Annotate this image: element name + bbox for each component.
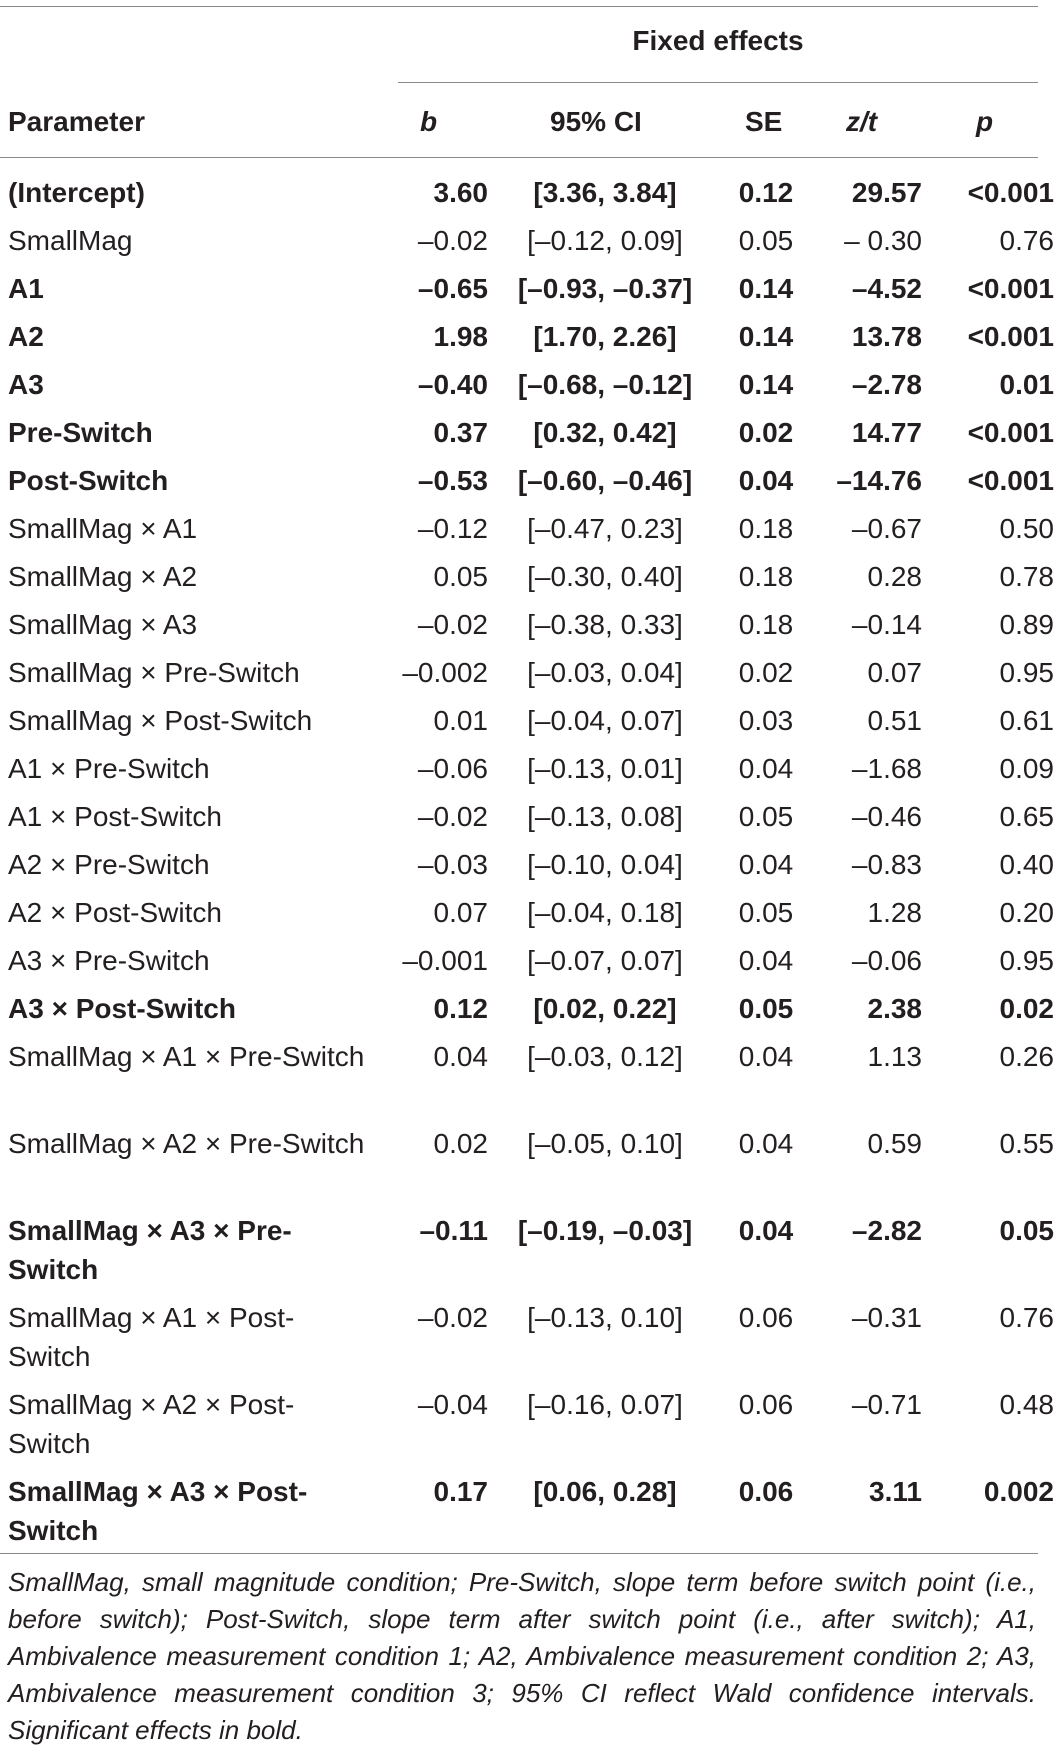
column-header-zt: z/t	[846, 106, 878, 137]
cell-zt: –14.76	[836, 465, 922, 496]
cell-parameter: SmallMag	[8, 225, 133, 256]
cell-parameter: A2 × Pre-Switch	[8, 849, 210, 880]
cell-ci: [–0.38, 0.33]	[527, 609, 683, 640]
cell-se: 0.05	[738, 225, 794, 256]
cell-zt: 14.77	[851, 417, 922, 448]
column-header-ci: 95% CI	[550, 106, 642, 137]
cell-zt: –0.71	[851, 1389, 922, 1420]
cell-ci: [–0.13, 0.10]	[527, 1302, 683, 1333]
cell-se: 0.04	[738, 753, 794, 784]
cell-b: 3.60	[433, 177, 488, 208]
cell-se: 0.06	[738, 1476, 794, 1507]
cell-ci: [0.02, 0.22]	[533, 993, 677, 1024]
cell-parameter: SmallMag × Post-Switch	[8, 705, 313, 736]
cell-se: 0.18	[738, 513, 794, 544]
cell-ci: [–0.04, 0.18]	[527, 897, 683, 928]
cell-p: <0.001	[967, 321, 1054, 352]
cell-ci: [–0.07, 0.07]	[527, 945, 683, 976]
header-rule	[0, 157, 1038, 158]
cell-parameter: A2	[8, 321, 44, 352]
cell-se: 0.04	[738, 945, 794, 976]
cell-zt: 3.11	[869, 1476, 922, 1507]
cell-zt: 0.51	[867, 705, 922, 736]
cell-se: 0.04	[738, 1128, 794, 1159]
cell-parameter: SmallMag × A2 × Pre-Switch	[8, 1128, 365, 1159]
cell-b: –0.12	[417, 513, 488, 544]
cell-zt: 1.28	[867, 897, 922, 928]
cell-p: 0.55	[999, 1128, 1054, 1159]
cell-b: –0.06	[417, 753, 488, 784]
cell-zt: 0.59	[867, 1128, 922, 1159]
cell-zt: –0.67	[851, 513, 922, 544]
cell-zt: 2.38	[867, 993, 922, 1024]
cell-b: 0.04	[433, 1041, 488, 1072]
cell-ci: [–0.03, 0.12]	[527, 1041, 683, 1072]
cell-zt: 0.28	[867, 561, 922, 592]
cell-zt: –0.06	[851, 945, 922, 976]
cell-parameter: A3 × Pre-Switch	[8, 945, 210, 976]
cell-se: 0.14	[738, 369, 794, 400]
cell-se: 0.04	[738, 465, 794, 496]
cell-b: 0.02	[433, 1128, 488, 1159]
cell-b: –0.001	[402, 945, 488, 976]
cell-ci: [–0.13, 0.08]	[527, 801, 683, 832]
cell-ci: [–0.12, 0.09]	[527, 225, 683, 256]
cell-parameter: Post-Switch	[8, 465, 169, 496]
table-row	[0, 460, 1058, 508]
cell-se: 0.14	[738, 321, 794, 352]
cell-b: –0.03	[417, 849, 488, 880]
cell-b: 1.98	[433, 321, 488, 352]
cell-b: –0.04	[417, 1389, 488, 1420]
table-row	[0, 556, 1058, 604]
column-header-se: SE	[745, 106, 783, 137]
cell-parameter: A1	[8, 273, 44, 304]
cell-p: 0.20	[999, 897, 1054, 928]
table-row	[0, 1297, 1058, 1384]
cell-se: 0.06	[738, 1302, 794, 1333]
table-row	[0, 940, 1058, 988]
cell-se: 0.06	[738, 1389, 794, 1420]
cell-parameter: A1 × Post-Switch	[8, 801, 222, 832]
group-header-rule	[398, 82, 1038, 83]
cell-ci: [3.36, 3.84]	[533, 177, 677, 208]
fixed-effects-table	[0, 172, 1058, 1558]
cell-se: 0.04	[738, 1215, 794, 1246]
cell-ci: [–0.04, 0.07]	[527, 705, 683, 736]
cell-parameter: SmallMag × A3 × Pre-Switch	[8, 1215, 292, 1285]
table-row	[0, 1471, 1058, 1558]
cell-p: 0.09	[999, 753, 1054, 784]
cell-parameter: A1 × Pre-Switch	[8, 753, 210, 784]
bottom-rule	[0, 1553, 1038, 1554]
table-row	[0, 1384, 1058, 1471]
cell-ci: [0.06, 0.28]	[533, 1476, 677, 1507]
cell-parameter: SmallMag × A2	[8, 561, 198, 592]
cell-p: 0.61	[999, 705, 1054, 736]
cell-p: 0.48	[999, 1389, 1054, 1420]
cell-p: 0.01	[999, 369, 1054, 400]
cell-zt: –2.78	[851, 369, 922, 400]
cell-b: –0.02	[417, 225, 488, 256]
cell-p: 0.05	[999, 1215, 1054, 1246]
cell-parameter: SmallMag × A1 × Post-Switch	[8, 1302, 295, 1372]
column-header-b: b	[420, 106, 438, 137]
cell-zt: 13.78	[851, 321, 922, 352]
table-row	[0, 700, 1058, 748]
cell-se: 0.04	[738, 849, 794, 880]
cell-ci: [–0.47, 0.23]	[527, 513, 683, 544]
table-row	[0, 1036, 1058, 1123]
cell-parameter: SmallMag × A2 × Post-Switch	[8, 1389, 295, 1459]
top-rule	[0, 6, 1038, 7]
cell-parameter: A3 × Post-Switch	[8, 993, 236, 1024]
cell-zt: –0.83	[851, 849, 922, 880]
cell-se: 0.03	[738, 705, 794, 736]
cell-parameter: SmallMag × A3	[8, 609, 198, 640]
cell-zt: –2.82	[851, 1215, 922, 1246]
cell-se: 0.12	[738, 177, 794, 208]
cell-p: <0.001	[967, 417, 1054, 448]
table-row	[0, 508, 1058, 556]
cell-se: 0.14	[738, 273, 794, 304]
table-row	[0, 844, 1058, 892]
cell-parameter: SmallMag × A3 × Post-Switch	[8, 1476, 308, 1546]
cell-parameter: A3	[8, 369, 44, 400]
cell-p: 0.76	[999, 1302, 1054, 1333]
cell-b: 0.01	[433, 705, 488, 736]
cell-b: 0.05	[433, 561, 488, 592]
cell-p: 0.76	[999, 225, 1054, 256]
cell-p: <0.001	[967, 273, 1054, 304]
cell-se: 0.18	[738, 609, 794, 640]
cell-se: 0.05	[738, 993, 794, 1024]
cell-parameter: A2 × Post-Switch	[8, 897, 222, 928]
cell-p: 0.65	[999, 801, 1054, 832]
cell-p: 0.26	[999, 1041, 1054, 1072]
cell-b: –0.40	[417, 369, 488, 400]
table-row	[0, 652, 1058, 700]
table-row	[0, 796, 1058, 844]
table-row	[0, 1123, 1058, 1210]
cell-se: 0.02	[738, 417, 794, 448]
table-row	[0, 316, 1058, 364]
cell-b: 0.07	[433, 897, 488, 928]
cell-se: 0.05	[738, 801, 794, 832]
cell-parameter: SmallMag × A1 × Pre-Switch	[8, 1041, 365, 1072]
cell-se: 0.02	[738, 657, 794, 688]
cell-ci: [0.32, 0.42]	[533, 417, 677, 448]
cell-zt: 0.07	[867, 657, 922, 688]
cell-se: 0.18	[738, 561, 794, 592]
cell-ci: [–0.60, –0.46]	[517, 465, 693, 496]
cell-p: 0.89	[999, 609, 1054, 640]
table-row	[0, 364, 1058, 412]
table-row	[0, 1210, 1058, 1297]
cell-p: 0.95	[999, 657, 1054, 688]
table-row	[0, 748, 1058, 796]
fixed-effects-header: Fixed effects	[632, 25, 804, 56]
cell-b: –0.02	[417, 1302, 488, 1333]
cell-ci: [–0.68, –0.12]	[517, 369, 693, 400]
cell-b: 0.12	[433, 993, 488, 1024]
cell-b: –0.02	[417, 609, 488, 640]
cell-ci: [–0.13, 0.01]	[527, 753, 683, 784]
cell-zt: –0.46	[851, 801, 922, 832]
cell-ci: [–0.05, 0.10]	[527, 1128, 683, 1159]
cell-b: 0.37	[433, 417, 488, 448]
cell-parameter: Pre-Switch	[8, 417, 153, 448]
column-header-parameter: Parameter	[8, 106, 145, 137]
cell-se: 0.05	[738, 897, 794, 928]
cell-ci: [–0.93, –0.37]	[517, 273, 693, 304]
cell-b: –0.02	[417, 801, 488, 832]
cell-parameter: (Intercept)	[8, 177, 145, 208]
cell-parameter: SmallMag × A1	[8, 513, 198, 544]
table-row	[0, 892, 1058, 940]
cell-zt: –0.31	[851, 1302, 922, 1333]
cell-p: 0.40	[999, 849, 1054, 880]
cell-se: 0.04	[738, 1041, 794, 1072]
cell-b: –0.002	[402, 657, 488, 688]
column-header-p: p	[976, 106, 994, 137]
cell-zt: 1.13	[867, 1041, 922, 1072]
cell-zt: 29.57	[851, 177, 922, 208]
cell-ci: [–0.16, 0.07]	[527, 1389, 683, 1420]
table-row	[0, 988, 1058, 1036]
cell-b: 0.17	[433, 1476, 488, 1507]
cell-p: 0.002	[983, 1476, 1054, 1507]
cell-zt: –4.52	[851, 273, 922, 304]
table-footnote: SmallMag, small magnitude condition; Pre-Switch, slope term before switch point (i.e., before switch); Post-Switch, slope term after switch point (i.e., after switch); A1, Ambivalence measurement condition 1; A2, Ambivalence measurement condition 2; A3, Ambivalence measurement condition 3; 95% CI reflect Wald confidence intervals. Significant effects in bold.	[8, 1567, 1036, 1745]
cell-zt: –0.14	[851, 609, 922, 640]
cell-p: 0.50	[999, 513, 1054, 544]
cell-ci: [–0.10, 0.04]	[527, 849, 683, 880]
cell-zt: – 0.30	[844, 225, 922, 256]
table-row	[0, 412, 1058, 460]
table-row	[0, 172, 1058, 220]
cell-b: –0.11	[419, 1215, 488, 1246]
cell-b: –0.65	[417, 273, 488, 304]
cell-parameter: SmallMag × Pre-Switch	[8, 657, 300, 688]
table-row	[0, 604, 1058, 652]
cell-p: 0.78	[999, 561, 1054, 592]
cell-p: <0.001	[967, 465, 1054, 496]
table-row	[0, 220, 1058, 268]
cell-ci: [–0.30, 0.40]	[527, 561, 683, 592]
cell-p: <0.001	[967, 177, 1054, 208]
cell-p: 0.95	[999, 945, 1054, 976]
cell-ci: [1.70, 2.26]	[533, 321, 677, 352]
table-row	[0, 268, 1058, 316]
cell-p: 0.02	[999, 993, 1054, 1024]
cell-ci: [–0.19, –0.03]	[517, 1215, 693, 1246]
cell-ci: [–0.03, 0.04]	[527, 657, 683, 688]
cell-b: –0.53	[417, 465, 488, 496]
cell-zt: –1.68	[851, 753, 922, 784]
